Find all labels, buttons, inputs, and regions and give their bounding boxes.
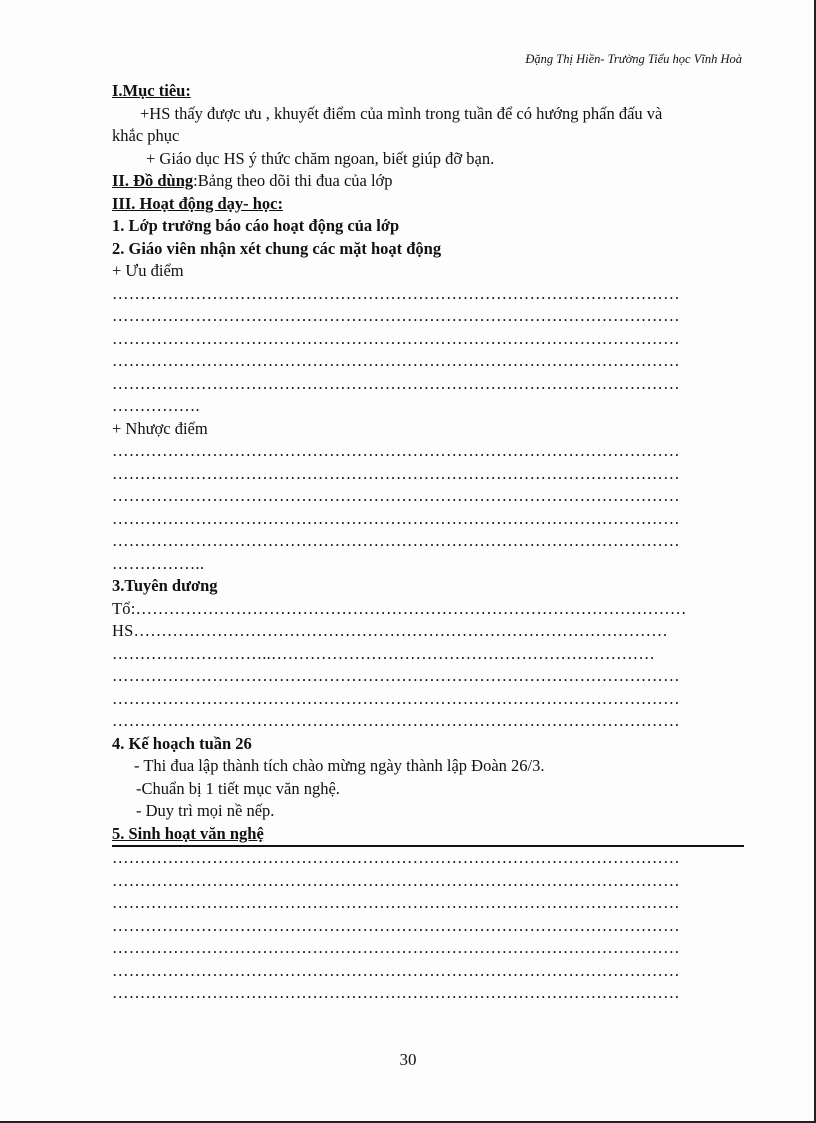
- uu-diem-dots-3: …………………………………………………………………………………………: [112, 328, 680, 348]
- page-number: 30: [399, 1050, 417, 1069]
- sinh-hoat-title: 5. Sinh hoạt văn nghệ: [112, 823, 744, 848]
- sinh-hoat-dots-6: …………………………………………………………………………………………: [112, 960, 680, 980]
- sinh-hoat-dots-3: …………………………………………………………………………………………: [112, 893, 680, 912]
- nhuoc-diem-dots-2: …………………………………………………………………………………………: [112, 463, 680, 483]
- sinh-hoat-dots-5: …………………………………………………………………………………………: [112, 938, 680, 957]
- section-2-text: :Bảng theo dõi thi đua của lớp: [193, 171, 393, 190]
- tuyen-duong-dots-3: …………………………………………………………………………………………: [112, 688, 680, 708]
- section-3-item-2: 2. Giáo viên nhận xét chung các mặt hoạt động: [112, 238, 442, 258]
- to-dots: ………………………………………………………………………………………: [135, 598, 687, 618]
- hs-line: [112, 620, 746, 643]
- section-1-title: I.Mục tiêu:: [112, 81, 191, 100]
- ke-hoach-item-3: - Duy trì mọi nề nếp.: [136, 801, 275, 820]
- section-1-line-1: +HS thấy được ưu , khuyết điểm của mình trong tuần để có hướng phấn đấu và: [140, 103, 663, 123]
- nhuoc-diem-dots-3: …………………………………………………………………………………………: [112, 486, 680, 505]
- sinh-hoat-dots-1: …………………………………………………………………………………………: [112, 848, 680, 867]
- sinh-hoat-dots-2: …………………………………………………………………………………………: [112, 870, 680, 890]
- sinh-hoat-dots-4: …………………………………………………………………………………………: [112, 915, 680, 935]
- ke-hoach-item-2: -Chuẩn bị 1 tiết mục văn nghệ.: [136, 778, 340, 798]
- sinh-hoat-dots-7: …………………………………………………………………………………………: [112, 983, 680, 1002]
- nhuoc-diem-dots-6: ……………..: [112, 553, 205, 573]
- uu-diem-dots-1: …………………………………………………………………………………………: [112, 283, 680, 303]
- hs-dots: ……………………………………………………………………………………: [133, 621, 668, 640]
- nhuoc-diem-dots-4: …………………………………………………………………………………………: [112, 508, 680, 528]
- hs-label: HS: [112, 621, 134, 640]
- nhuoc-diem-dots-5: …………………………………………………………………………………………: [112, 531, 680, 550]
- section-3-title: III. Hoạt động dạy- học:: [112, 193, 283, 213]
- nhuoc-diem-label: + Nhược điểm: [112, 418, 208, 438]
- tuyen-duong-title: 3.Tuyên dương: [112, 576, 218, 595]
- uu-diem-dots-4: …………………………………………………………………………………………: [112, 351, 680, 370]
- section-3-item-1: 1. Lớp trưởng báo cáo hoạt động của lớp: [112, 216, 400, 235]
- tuyen-duong-dots-4: …………………………………………………………………………………………: [112, 711, 680, 730]
- page-header: Đặng Thị Hiền- Trường Tiểu học Vĩnh Hoà: [525, 52, 742, 66]
- uu-diem-dots-2: …………………………………………………………………………………………: [112, 306, 680, 325]
- section-1-line-2: khắc phục: [112, 126, 180, 145]
- ke-hoach-item-1: - Thi đua lập thành tích chào mừng ngày thành lập Đoàn 26/3.: [134, 756, 545, 775]
- ke-hoach-title: 4. Kế hoạch tuần 26: [112, 733, 252, 753]
- tuyen-duong-dots-2: …………………………………………………………………………………………: [112, 666, 680, 685]
- tuyen-duong-dots-1: ………………………..……………………………………………………………: [112, 643, 656, 663]
- nhuoc-diem-dots-1: …………………………………………………………………………………………: [112, 441, 680, 460]
- uu-diem-dots-5: …………………………………………………………………………………………: [112, 373, 680, 393]
- uu-diem-dots-6: …………….: [112, 396, 200, 415]
- uu-diem-label: + Ưu điểm: [112, 261, 184, 280]
- section-2-title: II. Đồ dùng: [112, 171, 194, 190]
- to-label: Tổ:: [112, 598, 136, 618]
- section-1-line-3: + Giáo dục HS ý thức chăm ngoan, biết giúp đỡ bạn.: [146, 148, 495, 168]
- to-line: [112, 598, 746, 621]
- document-body: [112, 80, 746, 1005]
- section-2-line: [112, 170, 746, 193]
